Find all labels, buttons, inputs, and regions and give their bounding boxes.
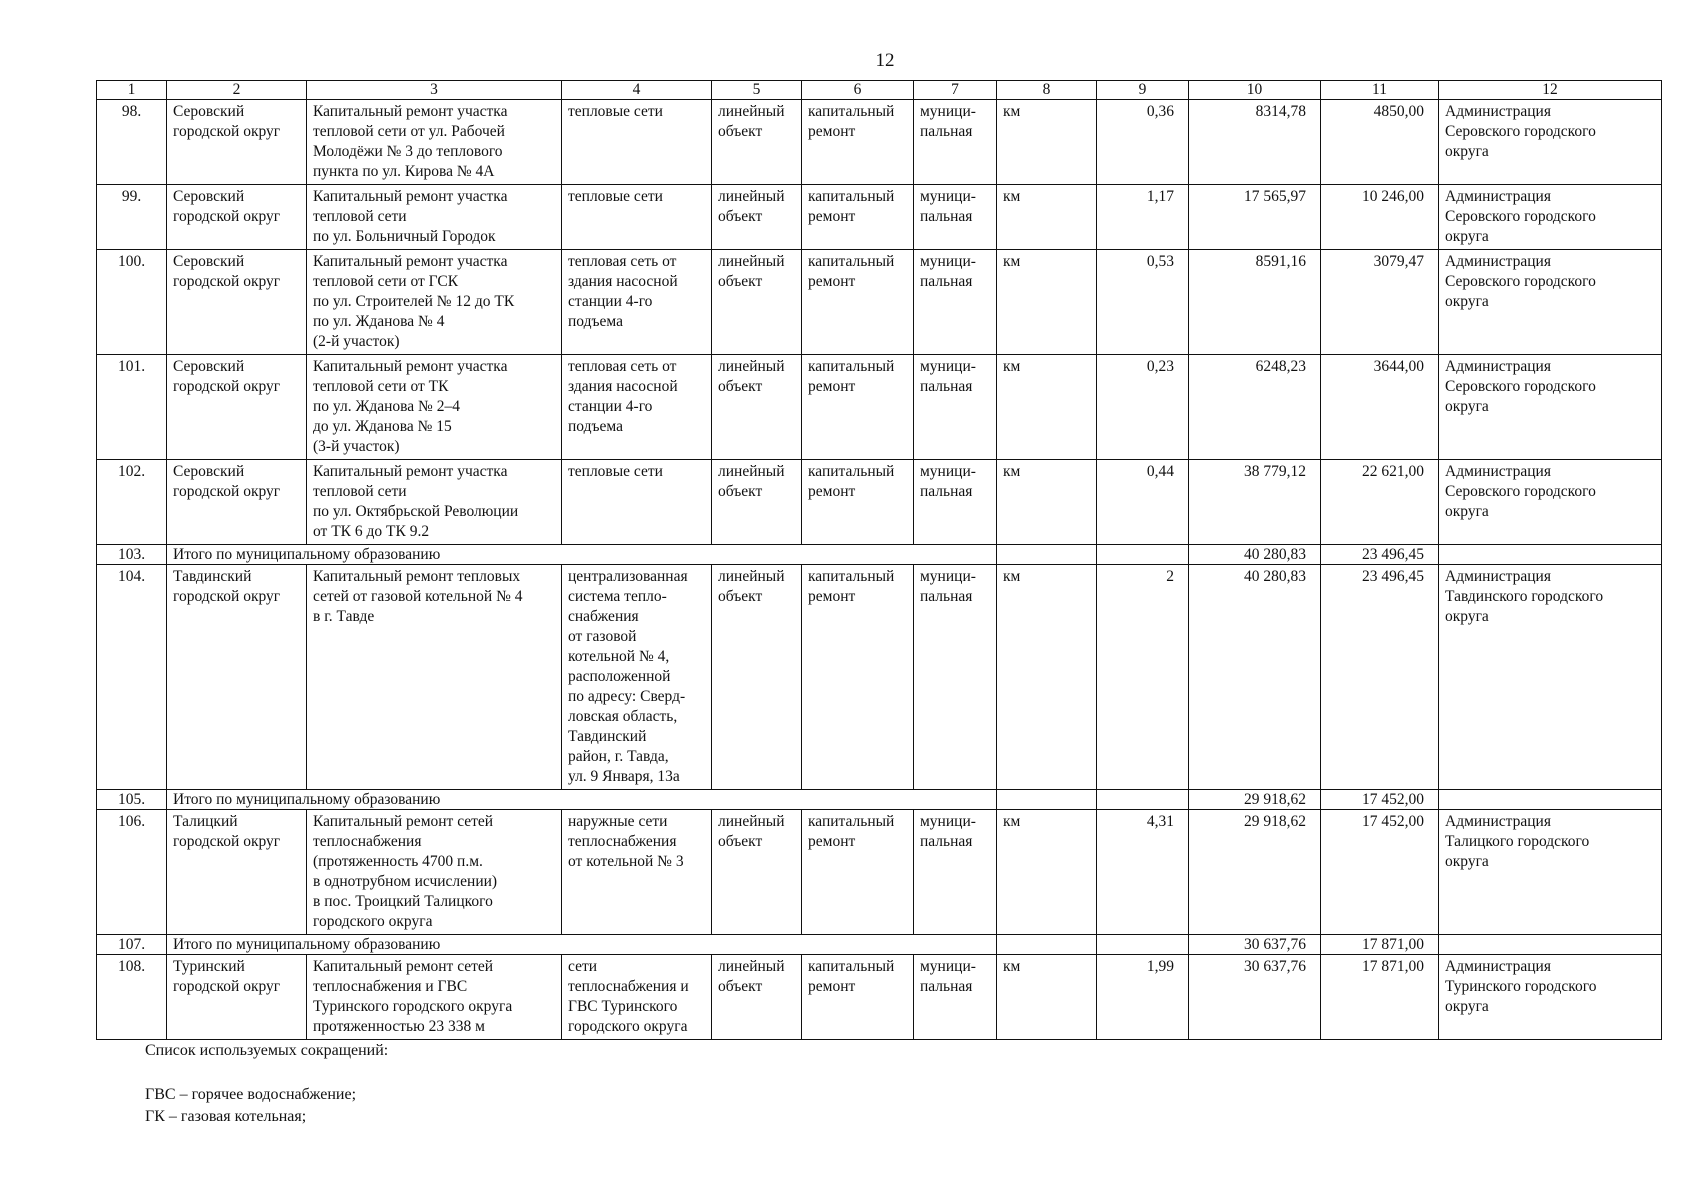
cell-object-description: тепловые сети: [562, 460, 712, 545]
cell-object-type: линейный объект: [712, 955, 802, 1040]
subtotal-blank: [712, 935, 997, 955]
cell-object-type: линейный объект: [712, 250, 802, 355]
cell-project-name: Капитальный ремонт сетей теплоснабжения и ГВС Туринского городского округа протяженностью 23 338 м: [307, 955, 562, 1040]
cell-municipality: Серовский городской округ: [167, 460, 307, 545]
cell-customer: Администрация Туринского городского округа: [1439, 955, 1662, 1040]
cell-project-name: Капитальный ремонт участка тепловой сети от ул. Рабочей Молодёжи № 3 до теплового пункта по ул. Кирова № 4А: [307, 100, 562, 185]
subtotal-total-cost: 29 918,62: [1189, 790, 1321, 810]
cell-work-type: капитальный ремонт: [802, 100, 914, 185]
table-row: [97, 355, 1662, 460]
cell-customer: Администрация Серовского городского округа: [1439, 355, 1662, 460]
cell-municipality: Тавдинский городской округ: [167, 565, 307, 790]
cell-object-description: тепловые сети: [562, 100, 712, 185]
cell-budget-amount: 23 496,45: [1321, 565, 1439, 790]
abbreviation-item: ГК – газовая котельная;: [145, 1108, 307, 1125]
subtotal-budget-amount: 17 452,00: [1321, 790, 1439, 810]
cell-customer: [1439, 790, 1662, 810]
subtotal-blank: [712, 790, 997, 810]
cell-row-number: 106.: [97, 810, 167, 935]
cell-object-type: линейный объект: [712, 810, 802, 935]
cell-ownership: муници- пальная: [914, 565, 997, 790]
cell-ownership: муници- пальная: [914, 100, 997, 185]
cell-quantity: 1,17: [1097, 185, 1189, 250]
cell-customer: Администрация Серовского городского округа: [1439, 460, 1662, 545]
table-row: [97, 100, 1662, 185]
cell-quantity: 4,31: [1097, 810, 1189, 935]
cell-work-type: капитальный ремонт: [802, 955, 914, 1040]
cell-object-type: линейный объект: [712, 355, 802, 460]
cell-budget-amount: 22 621,00: [1321, 460, 1439, 545]
cell-quantity: [1097, 935, 1189, 955]
cell-quantity: 1,99: [1097, 955, 1189, 1040]
subtotal-row: [97, 545, 1662, 565]
cell-object-description: централизованная система тепло- снабжения от газовой котельной № 4, расположенной по адресу: Сверд- ловская область, Тавдинский район, г. Тавда, ул. 9 Января, 13а: [562, 565, 712, 790]
cell-unit: [997, 790, 1097, 810]
cell-municipality: Туринский городской округ: [167, 955, 307, 1040]
cell-total-cost: 8314,78: [1189, 100, 1321, 185]
projects-table: [96, 80, 1662, 1040]
cell-unit: [997, 935, 1097, 955]
cell-object-type: линейный объект: [712, 565, 802, 790]
cell-project-name: Капитальный ремонт тепловых сетей от газовой котельной № 4 в г. Тавде: [307, 565, 562, 790]
cell-row-number: 104.: [97, 565, 167, 790]
header-cell-quantity: 9: [1097, 81, 1189, 100]
subtotal-total-cost: 40 280,83: [1189, 545, 1321, 565]
cell-ownership: муници- пальная: [914, 185, 997, 250]
cell-work-type: капитальный ремонт: [802, 810, 914, 935]
cell-project-name: Капитальный ремонт участка тепловой сети по ул. Больничный Городок: [307, 185, 562, 250]
cell-unit: км: [997, 185, 1097, 250]
cell-row-number: 107.: [97, 935, 167, 955]
header-cell-object-description: 4: [562, 81, 712, 100]
subtotal-row: [97, 790, 1662, 810]
header-cell-municipality: 2: [167, 81, 307, 100]
cell-work-type: капитальный ремонт: [802, 185, 914, 250]
cell-project-name: Капитальный ремонт участка тепловой сети по ул. Октябрьской Революции от ТК 6 до ТК 9.2: [307, 460, 562, 545]
cell-project-name: Капитальный ремонт участка тепловой сети от ТК по ул. Жданова № 2–4 до ул. Жданова № 15 (3-й участок): [307, 355, 562, 460]
subtotal-row: [97, 935, 1662, 955]
cell-unit: км: [997, 100, 1097, 185]
cell-object-type: линейный объект: [712, 185, 802, 250]
cell-unit: км: [997, 250, 1097, 355]
cell-total-cost: 8591,16: [1189, 250, 1321, 355]
cell-budget-amount: 3079,47: [1321, 250, 1439, 355]
cell-row-number: 98.: [97, 100, 167, 185]
page-number: 12: [875, 50, 895, 71]
subtotal-label: Итого по муниципальному образованию: [167, 790, 712, 810]
header-cell-budget-amount: 11: [1321, 81, 1439, 100]
cell-customer: Администрация Серовского городского округа: [1439, 250, 1662, 355]
cell-customer: Администрация Тавдинского городского округа: [1439, 565, 1662, 790]
header-cell-object-type: 5: [712, 81, 802, 100]
table-row: [97, 565, 1662, 790]
cell-row-number: 102.: [97, 460, 167, 545]
abbreviations-section: [145, 1040, 388, 1128]
cell-quantity: [1097, 545, 1189, 565]
subtotal-budget-amount: 23 496,45: [1321, 545, 1439, 565]
cell-budget-amount: 17 871,00: [1321, 955, 1439, 1040]
cell-quantity: 0,53: [1097, 250, 1189, 355]
cell-total-cost: 29 918,62: [1189, 810, 1321, 935]
header-cell-customer: 12: [1439, 81, 1662, 100]
cell-budget-amount: 17 452,00: [1321, 810, 1439, 935]
header-cell-row-number: 1: [97, 81, 167, 100]
cell-ownership: муници- пальная: [914, 955, 997, 1040]
cell-municipality: Серовский городской округ: [167, 185, 307, 250]
header-cell-total-cost: 10: [1189, 81, 1321, 100]
cell-ownership: муници- пальная: [914, 355, 997, 460]
cell-budget-amount: 10 246,00: [1321, 185, 1439, 250]
cell-unit: км: [997, 355, 1097, 460]
cell-municipality: Серовский городской округ: [167, 100, 307, 185]
table-row: [97, 460, 1662, 545]
table-row: [97, 810, 1662, 935]
abbreviations-title: Список используемых сокращений:: [145, 1042, 389, 1059]
header-cell-unit: 8: [997, 81, 1097, 100]
cell-row-number: 105.: [97, 790, 167, 810]
cell-unit: км: [997, 460, 1097, 545]
cell-object-description: наружные сети теплоснабжения от котельной № 3: [562, 810, 712, 935]
table-header-row: [97, 81, 1662, 100]
cell-ownership: муници- пальная: [914, 460, 997, 545]
subtotal-total-cost: 30 637,76: [1189, 935, 1321, 955]
cell-object-description: сети теплоснабжения и ГВС Туринского городского округа: [562, 955, 712, 1040]
subtotal-label: Итого по муниципальному образованию: [167, 545, 712, 565]
cell-customer: Администрация Серовского городского округа: [1439, 185, 1662, 250]
cell-unit: км: [997, 955, 1097, 1040]
cell-municipality: Талицкий городской округ: [167, 810, 307, 935]
cell-quantity: 0,23: [1097, 355, 1189, 460]
cell-row-number: 103.: [97, 545, 167, 565]
cell-row-number: 100.: [97, 250, 167, 355]
table-row: [97, 250, 1662, 355]
cell-work-type: капитальный ремонт: [802, 355, 914, 460]
cell-object-type: линейный объект: [712, 100, 802, 185]
cell-total-cost: 6248,23: [1189, 355, 1321, 460]
cell-project-name: Капитальный ремонт сетей теплоснабжения (протяженность 4700 п.м. в однотрубном исчислении) в пос. Троицкий Талицкого городского округа: [307, 810, 562, 935]
cell-ownership: муници- пальная: [914, 810, 997, 935]
cell-budget-amount: 3644,00: [1321, 355, 1439, 460]
cell-row-number: 108.: [97, 955, 167, 1040]
cell-customer: [1439, 935, 1662, 955]
abbreviation-item: ГВС – горячее водоснабжение;: [145, 1086, 357, 1103]
cell-budget-amount: 4850,00: [1321, 100, 1439, 185]
table-row: [97, 185, 1662, 250]
cell-row-number: 101.: [97, 355, 167, 460]
cell-customer: [1439, 545, 1662, 565]
cell-project-name: Капитальный ремонт участка тепловой сети от ГСК по ул. Строителей № 12 до ТК по ул. Жданова № 4 (2-й участок): [307, 250, 562, 355]
cell-total-cost: 38 779,12: [1189, 460, 1321, 545]
cell-total-cost: 30 637,76: [1189, 955, 1321, 1040]
cell-work-type: капитальный ремонт: [802, 250, 914, 355]
cell-unit: км: [997, 810, 1097, 935]
cell-customer: Администрация Талицкого городского округа: [1439, 810, 1662, 935]
cell-work-type: капитальный ремонт: [802, 565, 914, 790]
cell-quantity: 2: [1097, 565, 1189, 790]
cell-object-description: тепловая сеть от здания насосной станции 4-го подъема: [562, 250, 712, 355]
header-cell-ownership: 7: [914, 81, 997, 100]
subtotal-budget-amount: 17 871,00: [1321, 935, 1439, 955]
cell-total-cost: 17 565,97: [1189, 185, 1321, 250]
cell-total-cost: 40 280,83: [1189, 565, 1321, 790]
cell-municipality: Серовский городской округ: [167, 355, 307, 460]
cell-unit: [997, 545, 1097, 565]
subtotal-blank: [712, 545, 997, 565]
cell-quantity: 0,36: [1097, 100, 1189, 185]
cell-quantity: 0,44: [1097, 460, 1189, 545]
cell-work-type: капитальный ремонт: [802, 460, 914, 545]
table-row: [97, 955, 1662, 1040]
cell-quantity: [1097, 790, 1189, 810]
cell-object-description: тепловая сеть от здания насосной станции 4-го подъема: [562, 355, 712, 460]
cell-row-number: 99.: [97, 185, 167, 250]
cell-object-description: тепловые сети: [562, 185, 712, 250]
header-cell-project-name: 3: [307, 81, 562, 100]
header-cell-work-type: 6: [802, 81, 914, 100]
cell-customer: Администрация Серовского городского округа: [1439, 100, 1662, 185]
cell-municipality: Серовский городской округ: [167, 250, 307, 355]
cell-ownership: муници- пальная: [914, 250, 997, 355]
cell-unit: км: [997, 565, 1097, 790]
cell-object-type: линейный объект: [712, 460, 802, 545]
subtotal-label: Итого по муниципальному образованию: [167, 935, 712, 955]
